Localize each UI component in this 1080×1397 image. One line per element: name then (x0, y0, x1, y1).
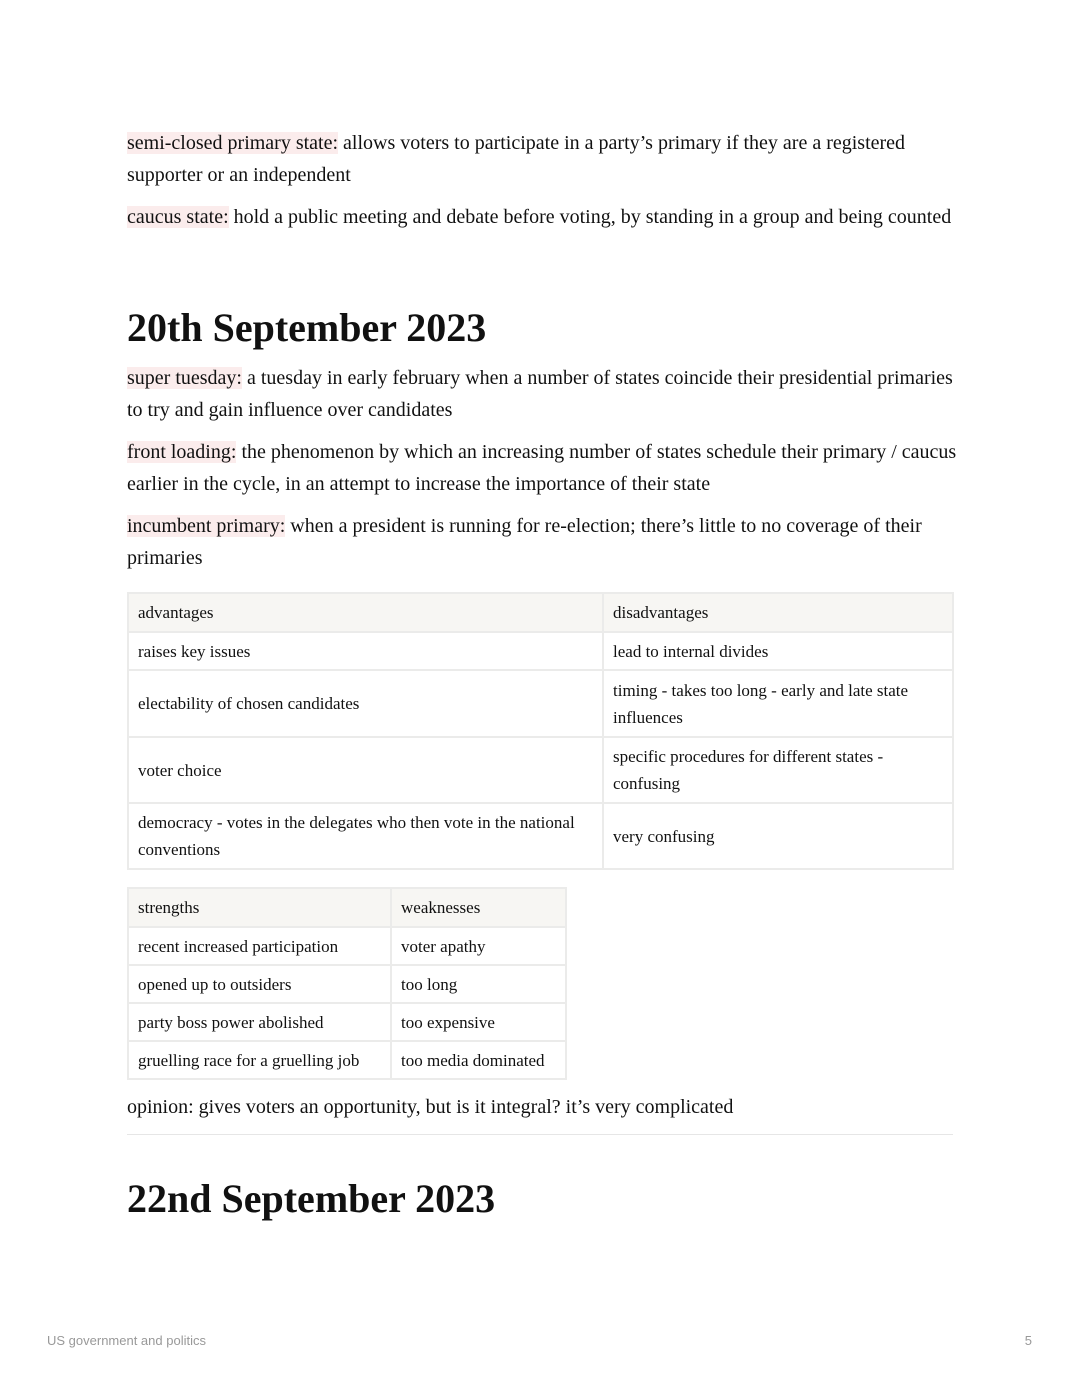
definition-incumbent-primary (127, 510, 957, 574)
definition-text: hold a public meeting and debate before voting, by standing in a group and being counted (228, 206, 952, 228)
table-cell: voter choice (128, 737, 603, 803)
table-cell: gruelling race for a gruelling job (128, 1041, 391, 1079)
table-header-row (128, 593, 953, 632)
definition-text: the phenomenon by which an increasing number of states schedule their primary / caucus earlier in the cycle, in an attempt to increase the importance of their state (127, 441, 957, 495)
definition-caucus (127, 201, 957, 233)
table-cell: raises key issues (128, 632, 603, 670)
term: super tuesday: (127, 367, 242, 389)
table-cell: lead to internal divides (603, 632, 953, 670)
strengths-table (127, 887, 567, 1080)
definition-text: when a president is running for re-election; there’s little to no coverage of their primaries (127, 515, 922, 569)
section-heading: 22nd September 2023 (127, 1176, 496, 1221)
table-cell: party boss power abolished (128, 1003, 391, 1041)
advantages-table (127, 592, 954, 870)
footer-title: US government and politics (47, 1333, 206, 1348)
table-header: advantages (128, 593, 603, 632)
definition-front-loading (127, 436, 957, 500)
table-cell: voter apathy (391, 927, 566, 965)
table-cell: electability of chosen candidates (128, 670, 603, 737)
divider (127, 1134, 953, 1135)
table-row (128, 965, 566, 1003)
table-header-row (128, 888, 566, 927)
table-header: strengths (128, 888, 391, 927)
table-row (128, 803, 953, 869)
term: front loading: (127, 441, 237, 463)
definition-text: a tuesday in early february when a number of states coincide their presidential primaries to try and gain influence over candidates (127, 367, 953, 421)
definition-text: allows voters to participate in a party’s primary if they are a registered supporter or an independent (127, 132, 906, 186)
table-cell: timing - takes too long - early and late state influences (603, 670, 953, 737)
term: semi-closed primary state: (127, 132, 339, 154)
table-header: disadvantages (603, 593, 953, 632)
table-cell: opened up to outsiders (128, 965, 391, 1003)
table-row (128, 927, 566, 965)
table-row (128, 737, 953, 803)
table-row (128, 632, 953, 670)
table-row (128, 1003, 566, 1041)
term: caucus state: (127, 206, 229, 228)
table-cell: specific procedures for different states - confusing (603, 737, 953, 803)
definition-semi-closed (127, 127, 957, 191)
table-cell: democracy - votes in the delegates who then vote in the national conventions (128, 803, 603, 869)
opinion-text: opinion: gives voters an opportunity, but is it integral? it’s very complicated (127, 1096, 734, 1118)
table-cell: too media dominated (391, 1041, 566, 1079)
table-row (128, 1041, 566, 1079)
table-row (128, 670, 953, 737)
section-heading: 20th September 2023 (127, 305, 487, 350)
table-cell: too long (391, 965, 566, 1003)
table-cell: too expensive (391, 1003, 566, 1041)
page-number: 5 (1024, 1333, 1032, 1348)
table-cell: very confusing (603, 803, 953, 869)
term: incumbent primary: (127, 515, 286, 537)
table-cell: recent increased participation (128, 927, 391, 965)
table-header: weaknesses (391, 888, 566, 927)
definition-super-tuesday (127, 362, 957, 426)
